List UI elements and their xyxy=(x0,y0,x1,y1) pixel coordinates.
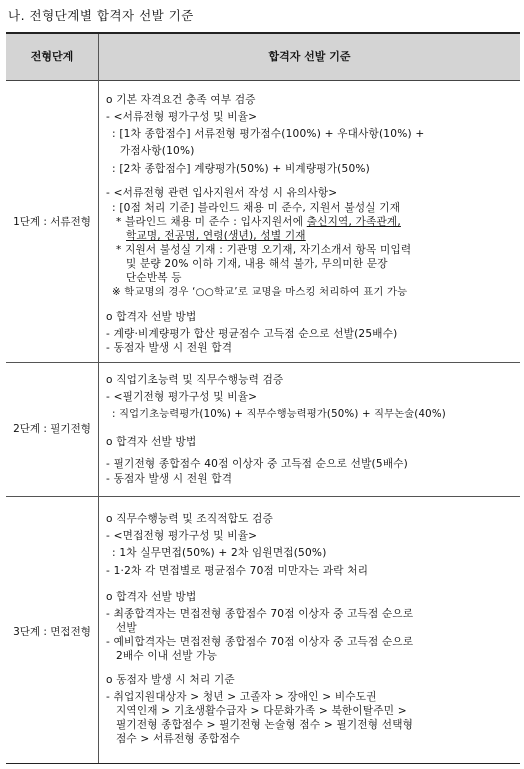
stage-1-line: - <서류전형 평가구성 및 비율> xyxy=(106,111,258,123)
stage-3-label: 3단계 : 면접전형 xyxy=(13,626,91,638)
stage-2-line: : 직업기초능력평가(10%) + 직무수행능력평가(50%) + 직무논술(40%) xyxy=(112,409,446,420)
stage-3-line: 지역인재 > 기초생활수급자 > 다문화가족 > 북한이탈주민 > xyxy=(116,705,407,717)
stage-2-line: - 동점자 발생 시 전원 합격 xyxy=(106,473,233,485)
stage-1-line: ※ 학교명의 경우 ‘○○학교’로 교명을 마스킹 처리하여 표기 가능 xyxy=(112,286,408,298)
stage-1-line xyxy=(116,216,401,229)
stage-1-line: 및 분량 20% 이하 기재, 내용 해석 불가, 무의미한 문장 xyxy=(126,258,388,270)
stage-3-line: o 직무수행능력 및 조직적합도 검증 xyxy=(106,513,274,525)
stage-3-line: 2배수 이내 선발 가능 xyxy=(116,650,218,662)
table-header xyxy=(6,34,520,81)
stage-1-line: : [1차 종합점수] 서류전형 평가점수(100%) + 우대사항(10%) + xyxy=(112,128,425,140)
selection-criteria-table xyxy=(6,32,520,764)
stage-3-line: 필기전형 종합점수 > 필기전형 논술형 점수 > 필기전형 선택형 xyxy=(116,719,414,731)
stage-3-line: - 취업지원대상자 > 청년 > 고졸자 > 장애인 > 비수도권 xyxy=(106,691,377,703)
stage-2-line: - 필기전형 종합점수 40점 이상자 중 고득점 순으로 선발(5배수) xyxy=(106,458,409,470)
section-title: 나. 전형단계별 합격자 선발 기준 xyxy=(8,8,194,23)
stage-2-label: 2단계 : 필기전형 xyxy=(13,423,91,435)
column-divider xyxy=(98,34,99,763)
stage-1-line: o 합격자 선발 방법 xyxy=(106,311,197,323)
stage-3-line: - 1·2차 각 면접별로 평균점수 70점 미만자는 과락 처리 xyxy=(106,565,369,577)
stage-2-line: o 직업기초능력 및 직무수행능력 검증 xyxy=(106,374,284,386)
stage-1-label: 1단계 : 서류전형 xyxy=(13,216,91,228)
header-criteria: 합격자 선발 기준 xyxy=(268,50,351,63)
header-stage: 전형단계 xyxy=(30,50,74,63)
stage-3-line: 선발 xyxy=(116,622,137,634)
stage-2-line: o 합격자 선발 방법 xyxy=(106,436,197,448)
blind-rule-underlined: 출신지역, 가족관계, xyxy=(306,216,401,228)
stage-3-line: - <면접전형 평가구성 및 비율> xyxy=(106,530,258,542)
row-divider xyxy=(6,496,520,497)
stage-1-line: 가점사항(10%) xyxy=(120,145,195,157)
stage-2-line: - <필기전형 평가구성 및 비율> xyxy=(106,391,258,403)
stage-1-line: : [0점 처리 기준] 블라인드 채용 미 준수, 지원서 불성실 기재 xyxy=(112,202,401,214)
stage-1-line: - 동점자 발생 시 전원 합격 xyxy=(106,342,233,354)
stage-3-line: : 1차 실무면접(50%) + 2차 임원면접(50%) xyxy=(112,547,327,559)
stage-1-line: o 기본 자격요건 충족 여부 검증 xyxy=(106,94,256,106)
stage-1-line: - 계량·비계량평가 합산 평균점수 고득점 순으로 선발(25배수) xyxy=(106,328,398,340)
stage-3-line: - 최종합격자는 면접전형 종합점수 70점 이상자 중 고득점 순으로 xyxy=(106,608,414,620)
stage-1-line: * 지원서 불성실 기재 : 기관명 오기재, 자기소개서 항목 미입력 xyxy=(116,244,412,256)
row-divider xyxy=(6,362,520,363)
blind-rule-text: * 블라인드 채용 미 준수 : 입사지원서에 xyxy=(116,216,307,228)
stage-3-line: - 예비합격자는 면접전형 종합점수 70점 이상자 중 고득점 순으로 xyxy=(106,636,414,648)
stage-3-line: 점수 > 서류전형 종합점수 xyxy=(116,733,241,745)
stage-1-line: : [2차 종합점수] 계량평가(50%) + 비계량평가(50%) xyxy=(112,163,370,175)
stage-1-line: - <서류전형 관련 입사지원서 작성 시 유의사항> xyxy=(106,187,338,199)
stage-3-line: o 합격자 선발 방법 xyxy=(106,591,197,603)
stage-1-line: 단순반복 등 xyxy=(126,272,182,284)
stage-1-line: 학교명, 전공명, 연령(생년), 성별 기재 xyxy=(126,230,306,242)
stage-3-line: o 동점자 발생 시 처리 기준 xyxy=(106,674,235,686)
